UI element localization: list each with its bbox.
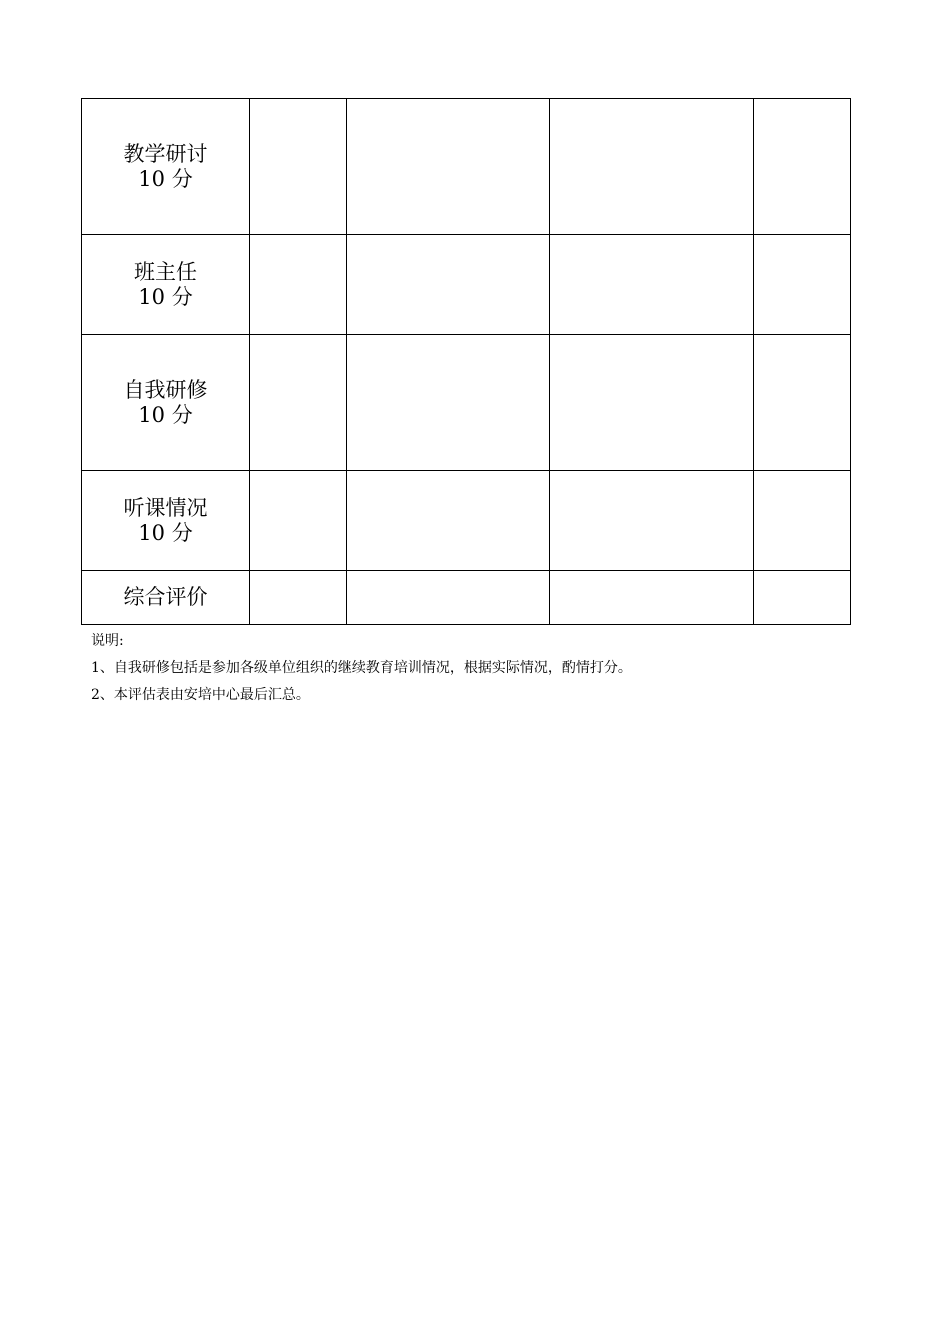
table-row (82, 99, 851, 235)
category-score: 10 分 (138, 402, 193, 427)
category-cell (82, 471, 250, 571)
empty-cell[interactable] (250, 235, 347, 335)
empty-cell[interactable] (250, 99, 347, 235)
empty-cell[interactable] (754, 99, 851, 235)
empty-cell[interactable] (347, 235, 550, 335)
note-item: 1、自我研修包括是参加各级单位组织的继续教育培训情况，根据实际情况，酌情打分。 (91, 660, 632, 676)
empty-cell[interactable] (754, 335, 851, 471)
notes-heading: 说明: (91, 633, 124, 649)
empty-cell[interactable] (347, 571, 550, 625)
empty-cell[interactable] (550, 335, 754, 471)
empty-cell[interactable] (550, 99, 754, 235)
category-score: 10 分 (138, 520, 193, 545)
empty-cell[interactable] (347, 99, 550, 235)
empty-cell[interactable] (754, 471, 851, 571)
category-cell (82, 571, 250, 625)
empty-cell[interactable] (250, 471, 347, 571)
empty-cell[interactable] (754, 571, 851, 625)
table-row (82, 571, 851, 625)
empty-cell[interactable] (754, 235, 851, 335)
empty-cell[interactable] (550, 571, 754, 625)
empty-cell[interactable] (550, 471, 754, 571)
table-row (82, 235, 851, 335)
notes-section (91, 628, 851, 709)
empty-cell[interactable] (550, 235, 754, 335)
category-cell (82, 99, 250, 235)
category-name: 教学研讨 (123, 141, 208, 166)
empty-cell[interactable] (347, 471, 550, 571)
empty-cell[interactable] (250, 335, 347, 471)
category-score: 10 分 (138, 166, 193, 191)
empty-cell[interactable] (250, 571, 347, 625)
category-cell (82, 335, 250, 471)
category-cell (82, 235, 250, 335)
table-row (82, 471, 851, 571)
category-score: 10 分 (138, 284, 193, 309)
note-item: 2、本评估表由安培中心最后汇总。 (91, 687, 310, 703)
category-name: 听课情况 (123, 495, 208, 520)
table-row (82, 335, 851, 471)
category-name: 综合评价 (123, 585, 208, 609)
category-name: 班主任 (134, 259, 197, 284)
category-name: 自我研修 (123, 377, 208, 402)
empty-cell[interactable] (347, 335, 550, 471)
evaluation-table (81, 98, 851, 625)
